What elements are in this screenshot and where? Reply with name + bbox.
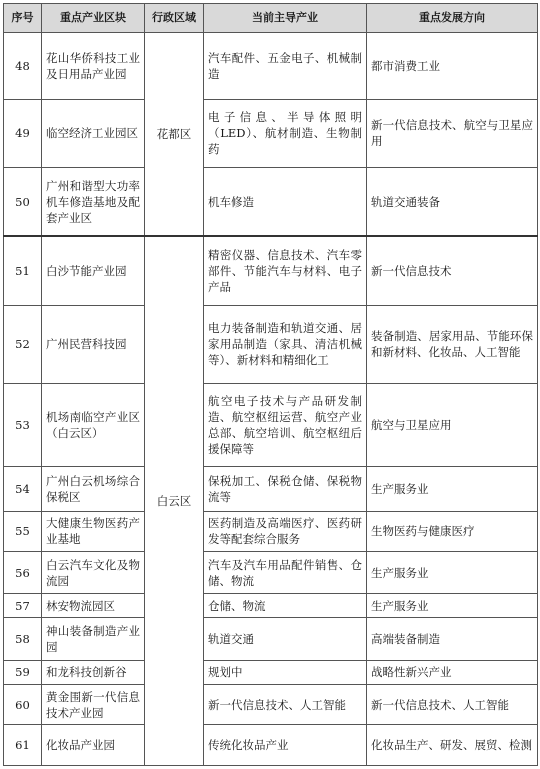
row-block: 临空经济工业园区 (42, 99, 145, 168)
table-header-row (4, 4, 538, 33)
header-region: 行政区域 (145, 4, 204, 33)
table-row (4, 305, 538, 384)
row-no: 59 (4, 660, 42, 684)
row-direction: 生产服务业 (367, 467, 538, 511)
table-row (4, 384, 538, 467)
header-no: 序号 (4, 4, 42, 33)
row-block: 神山装备制造产业园 (42, 618, 145, 660)
row-no: 58 (4, 618, 42, 660)
table-row (4, 99, 538, 168)
row-block: 白沙节能产业园 (42, 236, 145, 305)
row-direction: 航空与卫星应用 (367, 384, 538, 467)
row-industry: 传统化妆品产业 (204, 725, 367, 766)
row-direction: 新一代信息技术 (367, 236, 538, 305)
row-block: 和龙科技创新谷 (42, 660, 145, 684)
header-direction: 重点发展方向 (367, 4, 538, 33)
row-industry: 仓储、物流 (204, 594, 367, 618)
row-block: 花山华侨科技工业及日用品产业园 (42, 33, 145, 100)
row-direction: 生产服务业 (367, 551, 538, 593)
table-row (4, 660, 538, 684)
table-row (4, 594, 538, 618)
row-block: 机场南临空产业区（白云区） (42, 384, 145, 467)
row-no: 60 (4, 685, 42, 725)
row-block: 广州民营科技园 (42, 305, 145, 384)
table-row (4, 618, 538, 660)
row-industry: 规划中 (204, 660, 367, 684)
row-industry: 医药制造及高端医疗、医药研发等配套综合服务 (204, 511, 367, 551)
table-row (4, 511, 538, 551)
row-direction: 高端装备制造 (367, 618, 538, 660)
table-row (4, 725, 538, 766)
row-no: 49 (4, 99, 42, 168)
row-direction: 生产服务业 (367, 594, 538, 618)
row-industry: 保税加工、保税仓储、保税物流等 (204, 467, 367, 511)
row-no: 54 (4, 467, 42, 511)
row-direction: 新一代信息技术、航空与卫星应用 (367, 99, 538, 168)
row-direction: 轨道交通装备 (367, 168, 538, 237)
region-cell-baiyun: 白云区 (145, 236, 204, 765)
row-industry: 电力装备制造和轨道交通、居家用品制造（家具、清洁机械等）、新材料和精细化工 (204, 305, 367, 384)
row-block: 大健康生物医药产业基地 (42, 511, 145, 551)
row-no: 61 (4, 725, 42, 766)
industry-block-table (3, 3, 538, 766)
row-block: 林安物流园区 (42, 594, 145, 618)
row-industry: 电子信息、半导体照明（LED）、航材制造、生物制药 (204, 99, 367, 168)
row-no: 57 (4, 594, 42, 618)
row-no: 55 (4, 511, 42, 551)
table-row (4, 467, 538, 511)
table-row (4, 33, 538, 100)
row-direction: 新一代信息技术、人工智能 (367, 685, 538, 725)
row-industry: 新一代信息技术、人工智能 (204, 685, 367, 725)
row-no: 51 (4, 236, 42, 305)
row-direction: 战略性新兴产业 (367, 660, 538, 684)
row-block: 广州和谐型大功率机车修造基地及配套产业区 (42, 168, 145, 237)
row-industry: 航空电子技术与产品研发制造、航空枢纽运营、航空产业总部、航空培训、航空枢纽后援保障等 (204, 384, 367, 467)
row-no: 52 (4, 305, 42, 384)
table-row (4, 685, 538, 725)
row-industry: 轨道交通 (204, 618, 367, 660)
row-block: 化妆品产业园 (42, 725, 145, 766)
row-direction: 都市消费工业 (367, 33, 538, 100)
row-direction: 生物医药与健康医疗 (367, 511, 538, 551)
row-block: 广州白云机场综合保税区 (42, 467, 145, 511)
row-industry: 精密仪器、信息技术、汽车零部件、节能汽车与材料、电子产品 (204, 236, 367, 305)
region-cell-huadu: 花都区 (145, 33, 204, 237)
row-no: 50 (4, 168, 42, 237)
row-industry: 汽车配件、五金电子、机械制造 (204, 33, 367, 100)
row-industry: 机车修造 (204, 168, 367, 237)
row-industry: 汽车及汽车用品配件销售、仓储、物流 (204, 551, 367, 593)
row-no: 56 (4, 551, 42, 593)
table-row (4, 551, 538, 593)
header-block: 重点产业区块 (42, 4, 145, 33)
row-no: 53 (4, 384, 42, 467)
row-block: 黄金围新一代信息技术产业园 (42, 685, 145, 725)
row-direction: 化妆品生产、研发、展贸、检测 (367, 725, 538, 766)
table-row (4, 236, 538, 305)
row-no: 48 (4, 33, 42, 100)
header-industry: 当前主导产业 (204, 4, 367, 33)
table-row (4, 168, 538, 237)
row-block: 白云汽车文化及物流园 (42, 551, 145, 593)
row-direction: 装备制造、居家用品、节能环保和新材料、化妆品、人工智能 (367, 305, 538, 384)
